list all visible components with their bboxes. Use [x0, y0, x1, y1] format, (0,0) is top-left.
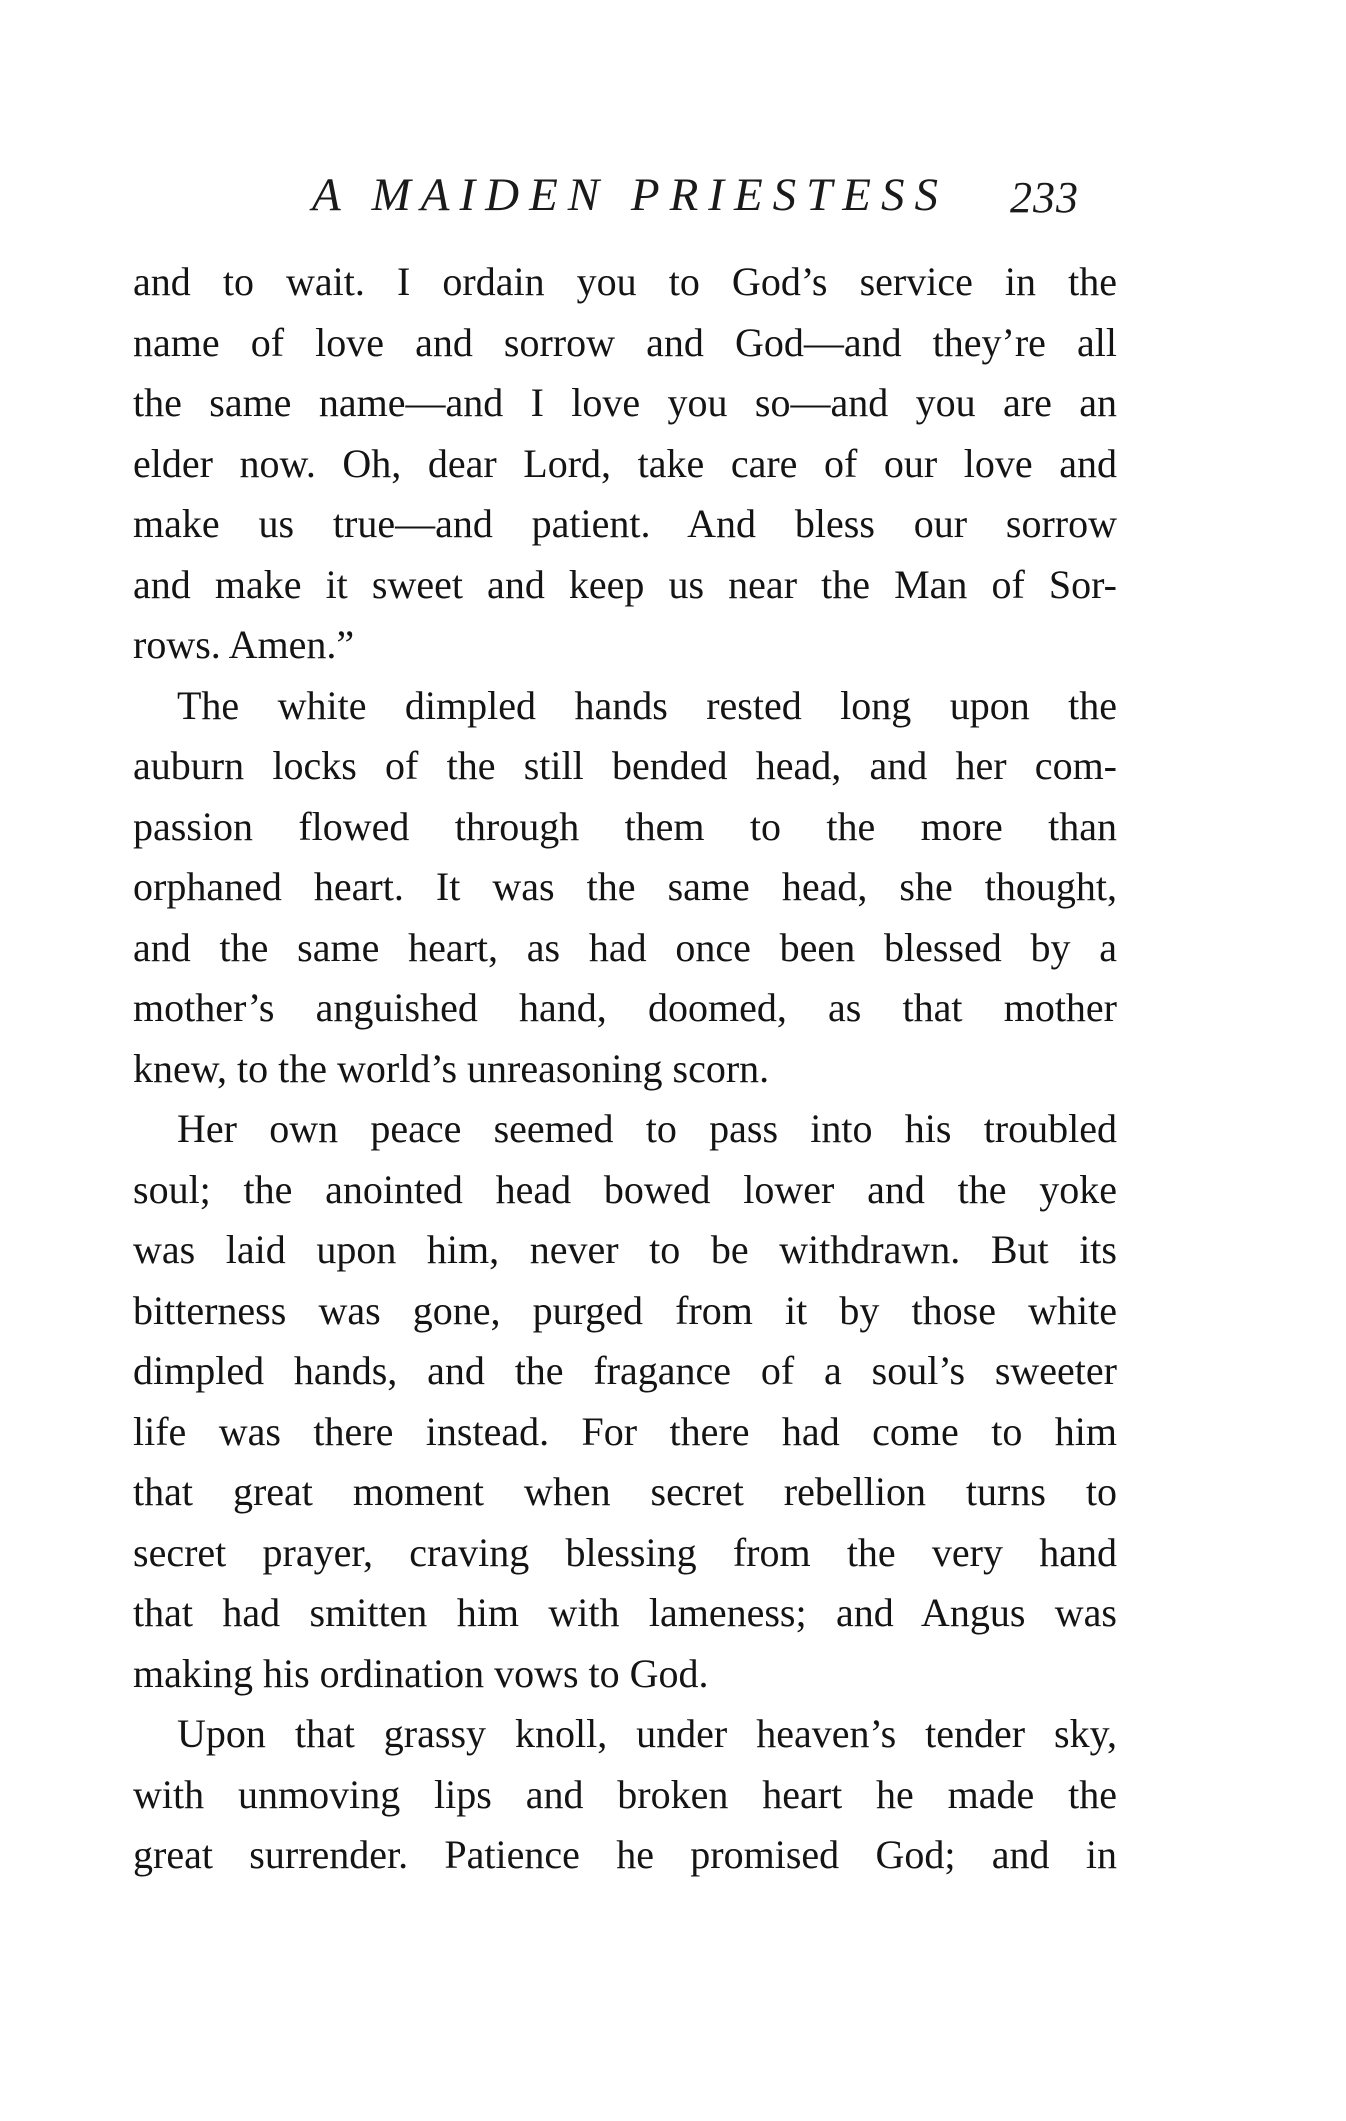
text-line: The white dimpled hands rested long upon the	[177, 682, 1117, 728]
text-line: Upon that grassy knoll, under heaven’s tender sky,	[177, 1711, 1117, 1756]
text-line: making his ordination vows to God.	[133, 1650, 709, 1696]
text-line: bitterness was gone, purged from it by those white	[133, 1287, 1117, 1333]
running-head-title: A MAIDEN PRIESTESS	[312, 169, 949, 221]
text-line: and to wait. I ordain you to God’s service in the	[133, 259, 1117, 304]
text-line: soul; the anointed head bowed lower and the yoke	[133, 1166, 1117, 1212]
text-line: dimpled hands, and the fragance of a soul’s sweeter	[133, 1348, 1117, 1393]
paragraph-2	[133, 676, 1117, 1100]
text-line: passion flowed through them to the more than	[133, 803, 1117, 849]
text-line: make us true—and patient. And bless our sorrow	[133, 501, 1117, 546]
text-line: the same name—and I love you so—and you are an	[133, 380, 1117, 425]
text-line: name of love and sorrow and God—and they’re all	[133, 319, 1117, 365]
text-line: was laid upon him, never to be withdrawn. But its	[133, 1227, 1117, 1272]
text-line: mother’s anguished hand, doomed, as that mother	[133, 985, 1117, 1030]
text-line: that had smitten him with lameness; and Angus was	[133, 1590, 1117, 1635]
text-line: auburn locks of the still bended head, and her com-	[133, 743, 1117, 788]
text-line: elder now. Oh, dear Lord, take care of our love and	[133, 440, 1117, 486]
page-number: 233	[1010, 173, 1079, 222]
body-text	[133, 252, 1117, 1886]
text-line: great surrender. Patience he promised God; and in	[133, 1832, 1117, 1877]
text-line: that great moment when secret rebellion turns to	[133, 1469, 1117, 1514]
paragraph-4	[133, 1704, 1117, 1886]
text-line: life was there instead. For there had come to him	[133, 1408, 1117, 1454]
paragraph-3	[133, 1099, 1117, 1704]
text-line: orphaned heart. It was the same head, she thought,	[133, 864, 1117, 909]
text-line: and the same heart, as had once been blessed by a	[133, 924, 1117, 970]
text-line: rows. Amen.”	[133, 622, 355, 667]
text-line: knew, to the world’s unreasoning scorn.	[133, 1045, 770, 1091]
text-line: Her own peace seemed to pass into his troubled	[177, 1106, 1117, 1151]
running-head	[0, 168, 1346, 228]
text-line: and make it sweet and keep us near the Man of Sor-	[133, 561, 1117, 607]
text-line: with unmoving lips and broken heart he made the	[133, 1771, 1117, 1817]
text-line: secret prayer, craving blessing from the very hand	[133, 1529, 1117, 1575]
paragraph-1	[133, 252, 1117, 676]
